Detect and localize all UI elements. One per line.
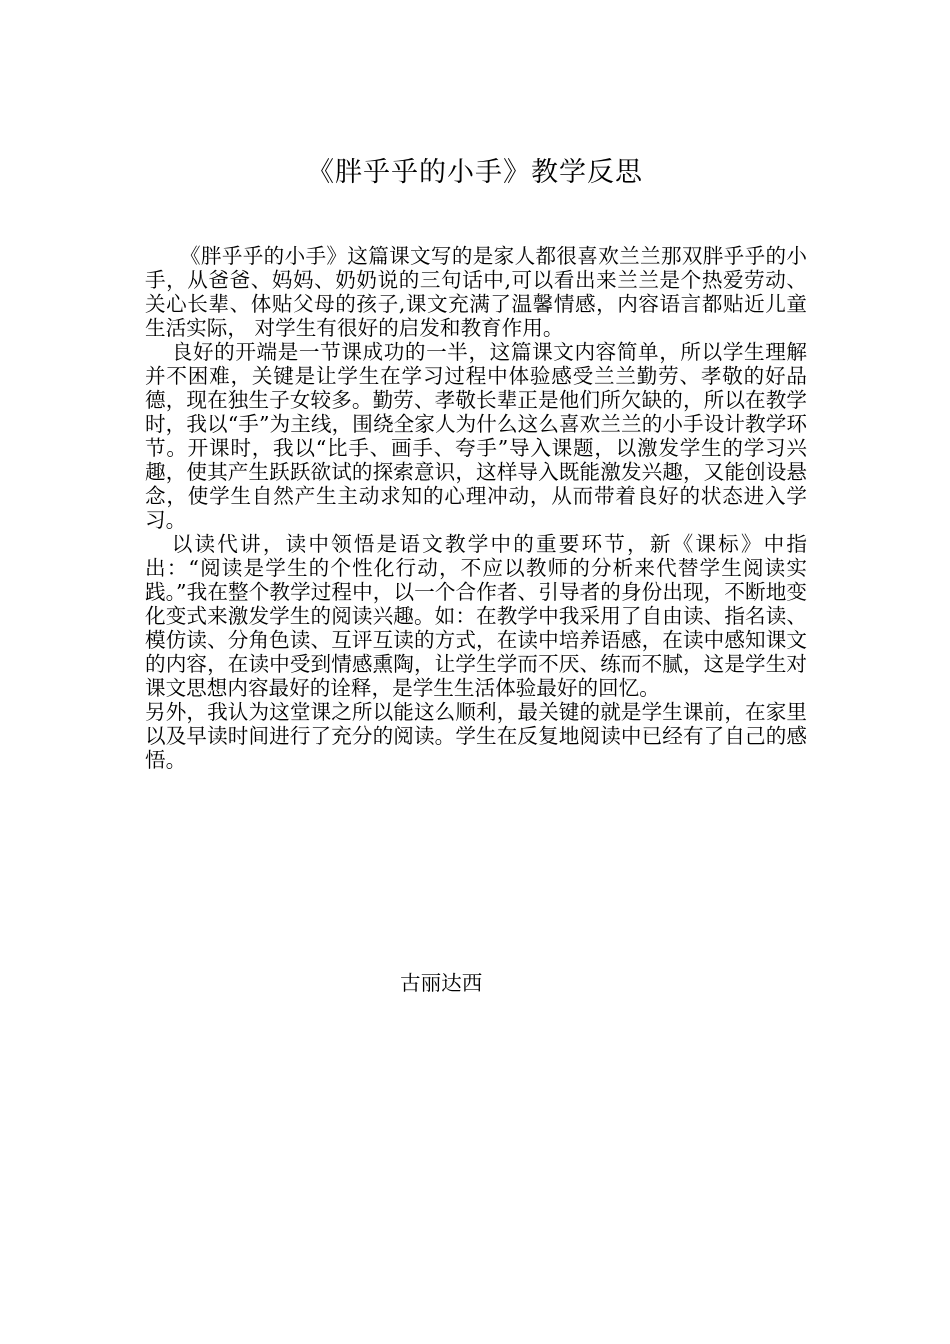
paragraph-2: 良好的开端是一节课成功的一半，这篇课文内容简单，所以学生理解并不困难，关键是让学生在学习过程中体验感受兰兰勤劳、孝敬的好品德，现在独生子女较多。勤劳、孝敬长辈正是他们所欠缺的，所以在教学时，我以“手”为主线，围绕全家人为什么这么喜欢兰兰的小手设计教学环节。开课时，我以“比手、画手、夸手”导入课题，以激发学生的学习兴趣，使其产生跃跃欲试的探索意识，这样导入既能激发兴趣，又能创设悬念，使学生自然产生主动求知的心理冲动，从而带着良好的状态进入学习。 — [145, 340, 807, 532]
paragraph-1: 《胖乎乎的小手》这篇课文写的是家人都很喜欢兰兰那双胖乎乎的小手，从爸爸、妈妈、奶奶说的三句话中,可以看出来兰兰是个热爱劳动、关心长辈、体贴父母的孩子,课文充满了温馨情感，内容语言都贴近儿童生活实际， 对学生有很好的启发和教育作用。 — [145, 244, 807, 340]
document-title: 《胖乎乎的小手》教学反思 — [307, 157, 643, 188]
author-signature: 古丽达西 — [400, 971, 483, 995]
paragraph-4: 另外，我认为这堂课之所以能这么顺利，最关键的就是学生课前，在家里以及早读时间进行了充分的阅读。学生在反复地阅读中已经有了自己的感悟。 — [145, 700, 807, 772]
paragraph-3: 以读代讲，读中领悟是语文教学中的重要环节，新《课标》中指出：“阅读是学生的个性化行动，不应以教师的分析来代替学生阅读实践。”我在整个教学过程中，以一个合作者、引导者的身份出现，不断地变化变式来激发学生的阅读兴趣。如：在教学中我采用了自由读、指名读、模仿读、分角色读、互评互读的方式，在读中培养语感，在读中感知课文的内容，在读中受到情感熏陶，让学生学而不厌、练而不腻，这是学生对课文思想内容最好的诠释，是学生生活体验最好的回忆。 — [145, 532, 807, 700]
document-body — [145, 244, 807, 772]
